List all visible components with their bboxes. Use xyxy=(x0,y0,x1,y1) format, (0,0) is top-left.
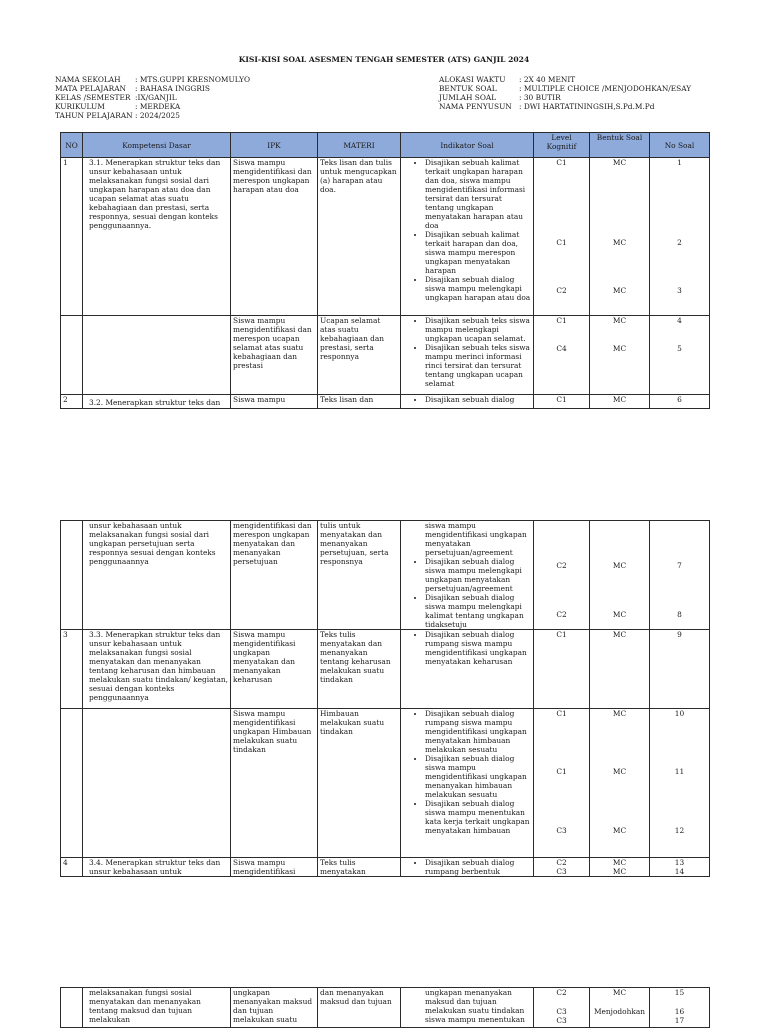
indicator-item: • Disajikan sebuah dialog siswa mampu melengkapi ungkapan harapan atau doa xyxy=(425,275,531,302)
meta-label: KELAS /SEMESTER xyxy=(55,93,131,102)
nosoal-value: 12 xyxy=(674,826,685,835)
bentuk-value: MC xyxy=(612,988,627,997)
meta-value: : BAHASA INGGRIS xyxy=(135,84,210,93)
level-value: C3 xyxy=(556,867,567,876)
cell-kd: unsur kebahasaan untuk melaksanakan fungsi sosial dari ungkapan persetujuan serta responnya sesuai dengan konteks penggunaannya xyxy=(83,521,231,630)
nosoal-value: 8 xyxy=(677,610,682,619)
table-row xyxy=(61,521,710,630)
bentuk-value: MC xyxy=(612,344,627,353)
cell-bentuk xyxy=(590,316,650,395)
meta-value: : MERDEKA xyxy=(135,102,181,111)
nosoal-value: 11 xyxy=(674,767,685,776)
cell-nosoal: 9 xyxy=(650,630,710,709)
nosoal-value: 4 xyxy=(677,316,682,325)
bentuk-value: MC xyxy=(612,561,627,570)
header-indikator: Indikator Soal xyxy=(401,133,534,158)
header-nosoal: No Soal xyxy=(650,133,710,158)
meta-value: : DWI HARTATININGSIH,S.Pd.M.Pd xyxy=(519,102,655,111)
nosoal-value: 13 xyxy=(674,858,685,867)
cell-bentuk xyxy=(590,709,650,858)
nosoal-value: 7 xyxy=(677,561,682,570)
cell-no: 2 xyxy=(61,395,83,409)
meta-right xyxy=(439,75,691,111)
cell-no xyxy=(61,709,83,858)
cell-no: 4 xyxy=(61,858,83,877)
indicator-item: • Disajikan sebuah teks siswa mampu melengkapi ungkapan ucapan selamat. xyxy=(425,316,531,343)
nosoal-value: 10 xyxy=(674,709,685,718)
cell-bentuk xyxy=(590,858,650,877)
cell-no xyxy=(61,316,83,395)
level-value: C3 xyxy=(556,1016,567,1025)
cell-nosoal xyxy=(650,988,710,1028)
cell-no xyxy=(61,521,83,630)
header-row xyxy=(61,133,710,158)
grid-table-page-2 xyxy=(60,520,710,877)
cell-indikator xyxy=(401,858,534,877)
cell-no xyxy=(61,988,83,1028)
cell-ipk: Siswa mampu mengidentifikasi dan merespon ungkapan harapan atau doa xyxy=(231,158,318,316)
cell-nosoal xyxy=(650,316,710,395)
cell-nosoal: 6 xyxy=(650,395,710,409)
bentuk-value: MC xyxy=(612,158,627,167)
bentuk-value: MC xyxy=(612,858,627,867)
cell-indikator xyxy=(401,521,534,630)
meta-value: : 30 BUTIR xyxy=(519,93,561,102)
bentuk-value: MC xyxy=(612,709,627,718)
bentuk-value: MC xyxy=(612,826,627,835)
bentuk-value: MC xyxy=(612,610,627,619)
meta-label: JUMLAH SOAL xyxy=(439,93,497,102)
meta-label: NAMA SEKOLAH xyxy=(55,75,121,84)
bentuk-value: MC xyxy=(612,316,627,325)
level-value: C4 xyxy=(556,344,567,353)
cell-bentuk xyxy=(590,988,650,1028)
header-kd: Kompetensi Dasar xyxy=(83,133,231,158)
cell-indikator xyxy=(401,158,534,316)
indicator-item: • Disajikan sebuah dialog rumpang siswa mampu mengidentifikasi ungkapan menyatakan keharusan xyxy=(425,630,531,666)
nosoal-value: 16 xyxy=(674,1007,685,1016)
cell-materi: tulis untuk menyatakan dan menanyakan persetujuan, serta responsnya xyxy=(318,521,401,630)
header-ipk: IPK xyxy=(231,133,318,158)
cell-materi: Teks tulis menyatakan dan menanyakan tentang keharusan melakukan suatu tindakan xyxy=(318,630,401,709)
kd-text: 3.2. Menerapkan struktur teks dan xyxy=(89,398,221,407)
cell-ipk: mengidentifikasi dan merespon ungkapan menyatakan dan menanyakan persetujuan xyxy=(231,521,318,630)
meta-label: MATA PELAJARAN xyxy=(55,84,126,93)
table-row xyxy=(61,395,710,409)
bentuk-value: MC xyxy=(612,867,627,876)
meta-left xyxy=(55,75,250,120)
level-value: C1 xyxy=(556,709,567,718)
table-row xyxy=(61,630,710,709)
cell-indikator xyxy=(401,395,534,409)
cell-ipk: Siswa mampu mengidentifikasi dan merespon ucapan selamat atas suatu kebahagiaan dan prestasi xyxy=(231,316,318,395)
level-value: C2 xyxy=(556,858,567,867)
cell-materi: Teks tulis menyatakan xyxy=(318,858,401,877)
indicator-item: • Disajikan sebuah dialog rumpang siswa mampu mengidentifikasi ungkapan menyatakan himbauan melakukan sesuatu xyxy=(425,709,531,754)
table-row xyxy=(61,158,710,316)
cell-nosoal xyxy=(650,709,710,858)
level-value: C2 xyxy=(556,610,567,619)
indicator-continued: siswa mampu mengidentifikasi ungkapan menyatakan persetujuan/agreement xyxy=(425,521,527,557)
indicator-item: • Disajikan sebuah dialog xyxy=(425,395,531,404)
bentuk-value: MC xyxy=(612,767,627,776)
document-title: KISI-KISI SOAL ASESMEN TENGAH SEMESTER (ATS) GANJIL 2024 xyxy=(238,55,530,64)
table-row xyxy=(61,988,710,1028)
level-value: C1 xyxy=(556,238,567,247)
table-row xyxy=(61,858,710,877)
cell-level xyxy=(534,709,590,858)
level-value: C3 xyxy=(556,1007,567,1016)
indicator-item: • Disajikan sebuah dialog siswa mampu melengkapi ungkapan menyatakan persetujuan/agreement xyxy=(425,557,531,593)
header-level: Level Kognitif xyxy=(534,133,590,158)
table-row xyxy=(61,709,710,858)
cell-kd xyxy=(83,709,231,858)
cell-kd xyxy=(83,395,231,409)
level-value: C1 xyxy=(556,316,567,325)
nosoal-value: 3 xyxy=(677,286,682,295)
cell-ipk: ungkapan menanyakan maksud dan tujuan melakukan suatu xyxy=(231,988,318,1028)
cell-materi: Ucapan selamat atas suatu kebahagiaan dan prestasi, serta responnya xyxy=(318,316,401,395)
cell-bentuk: MC xyxy=(590,395,650,409)
cell-kd: 3.3. Menerapkan struktur teks dan unsur kebahasaan untuk melaksanakan fungsi sosial menyatakan dan menanyakan tentang keharusan dan himbauan melakukan suatu tindakan/ kegiatan, sesuai dengan konteks penggunaannya xyxy=(83,630,231,709)
bentuk-value: Menjodohkan xyxy=(593,1007,646,1016)
meta-value: : MULTIPLE CHOICE /MENJODOHKAN/ESAY xyxy=(519,84,692,93)
table-row xyxy=(61,316,710,395)
meta-label: NAMA PENYUSUN xyxy=(439,102,512,111)
cell-bentuk xyxy=(590,521,650,630)
cell-ipk: Siswa mampu mengidentifikasi ungkapan menyatakan dan menanyakan keharusan xyxy=(231,630,318,709)
cell-bentuk xyxy=(590,158,650,316)
header-materi: MATERI xyxy=(318,133,401,158)
indicator-item: • Disajikan sebuah dialog siswa mampu mengidentifikasi ungkapan menanyakan himbauan melakukan sesuatu xyxy=(425,754,531,799)
indicator-item: • Disajikan sebuah kalimat terkait ungkapan harapan dan doa, siswa mampu mengidentifikasi informasi tersirat dan tersurat tentang ungkapan menyatakan harapan atau doa xyxy=(425,158,531,230)
level-value: C3 xyxy=(556,826,567,835)
meta-value: : 2024/2025 xyxy=(135,111,180,120)
cell-no: 3 xyxy=(61,630,83,709)
cell-nosoal xyxy=(650,521,710,630)
grid-table-page-1 xyxy=(60,132,710,409)
level-value: C1 xyxy=(556,767,567,776)
cell-nosoal xyxy=(650,858,710,877)
cell-level xyxy=(534,988,590,1028)
nosoal-value: 17 xyxy=(674,1016,685,1025)
nosoal-value: 15 xyxy=(674,988,685,997)
cell-materi: Teks lisan dan tulis untuk mengucapkan (a) harapan atau doa. xyxy=(318,158,401,316)
grid-table-page-3 xyxy=(60,987,710,1028)
cell-bentuk: MC xyxy=(590,630,650,709)
cell-indikator xyxy=(401,630,534,709)
cell-materi: Himbauan melakukan suatu tindakan xyxy=(318,709,401,858)
cell-ipk: Siswa mampu mengidentifikasi ungkapan Himbauan melakukan suatu tindakan xyxy=(231,709,318,858)
cell-indikator xyxy=(401,709,534,858)
cell-kd xyxy=(83,316,231,395)
level-value: C2 xyxy=(556,988,567,997)
level-value: C2 xyxy=(556,286,567,295)
indicator-item: • Disajikan sebuah dialog siswa mampu melengkapi kalimat tentang ungkapan tidaksetuju xyxy=(425,593,531,629)
level-value: C1 xyxy=(556,158,567,167)
nosoal-value: 2 xyxy=(677,238,682,247)
cell-kd: 3.4. Menerapkan struktur teks dan unsur kebahasaan untuk xyxy=(83,858,231,877)
header-no: NO xyxy=(61,133,83,158)
cell-nosoal xyxy=(650,158,710,316)
cell-level xyxy=(534,858,590,877)
meta-value: : MTS.GUPPI KRESNOMULYO xyxy=(135,75,251,84)
meta-label: BENTUK SOAL xyxy=(439,84,497,93)
indicator-item: • Disajikan sebuah dialog siswa mampu menentukan kata kerja terkait ungkapan menyatakan himbauan xyxy=(425,799,531,835)
cell-materi: Teks lisan dan xyxy=(318,395,401,409)
meta-label: ALOKASI WAKTU xyxy=(439,75,506,84)
nosoal-value: 1 xyxy=(677,158,682,167)
meta-value: :IX/GANJIL xyxy=(135,93,177,102)
meta-value: : 2X 40 MENIT xyxy=(519,75,576,84)
cell-level xyxy=(534,521,590,630)
indicator-continued: ungkapan menanyakan maksud dan tujuan melakukan suatu tindakan siswa mampu menentukan xyxy=(425,988,525,1024)
cell-indikator xyxy=(401,988,534,1028)
meta-label: KURIKULUM xyxy=(55,102,105,111)
cell-materi: dan menanyakan maksud dan tujuan xyxy=(318,988,401,1028)
indicator-item: • Disajikan sebuah teks siswa mampu merinci informasi rinci tersirat dan tersurat tentang ungkapan ucapan selamat xyxy=(425,343,531,388)
cell-indikator xyxy=(401,316,534,395)
cell-kd: 3.1. Menerapkan struktur teks dan unsur kebahasaan untuk melaksanakan fungsi sosial dari ungkapan harapan atau doa dan ucapan selamat atas suatu kebahagiaan dan prestasi, serta responnya, sesuai dengan konteks penggunaannya. xyxy=(83,158,231,316)
cell-level: C1 xyxy=(534,395,590,409)
level-value: C2 xyxy=(556,561,567,570)
cell-ipk: Siswa mampu mengidentifikasi xyxy=(231,858,318,877)
cell-level xyxy=(534,316,590,395)
cell-ipk: Siswa mampu xyxy=(231,395,318,409)
bentuk-value: MC xyxy=(612,238,627,247)
header-bentuk: Bentuk Soal xyxy=(590,133,650,158)
bentuk-value: MC xyxy=(612,286,627,295)
cell-no: 1 xyxy=(61,158,83,316)
nosoal-value: 5 xyxy=(677,344,682,353)
nosoal-value: 14 xyxy=(674,867,685,876)
indicator-item: • Disajikan sebuah kalimat terkait harapan dan doa, siswa mampu merespon ungkapan menyatakan harapan xyxy=(425,230,531,275)
cell-kd: melaksanakan fungsi sosial menyatakan dan menanyakan tentang maksud dan tujuan melakukan xyxy=(83,988,231,1028)
cell-level: C1 xyxy=(534,630,590,709)
cell-level xyxy=(534,158,590,316)
meta-label: TAHUN PELAJARAN xyxy=(55,111,133,120)
indicator-item: • Disajikan sebuah dialog rumpang berbentuk xyxy=(425,858,531,876)
